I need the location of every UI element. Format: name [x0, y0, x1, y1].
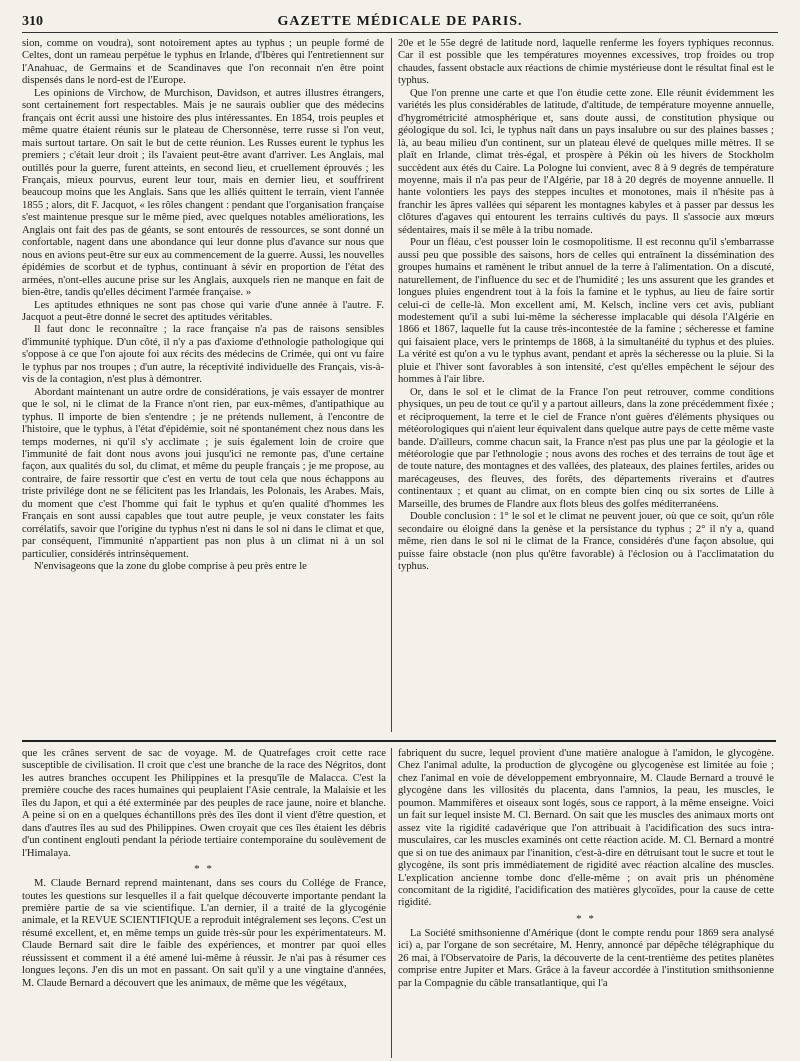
paragraph: Les aptitudes ethniques ne sont pas chose qui varie d'une année à l'autre. F. Jacquot a peut-être donné le secret des aptitudes véritables. [22, 299, 384, 323]
paragraph: Que l'on prenne une carte et que l'on étudie cette zone. Elle réunit évidemment les variétés les plus considérables de latitude, d'altitude, de température moyenne annuelle, d'hygrométricité atmosphérique et, sans doute aussi, de constitution physique ou géologique du sol. Ici, le typhus naît dans un pays insalubre ou sur des plaines basses ; là, au beau milieu d'un continent, sur un plateau élevé de quelques mille mètres. Il se plaît en Irlande, climat très-égal, et prospère à Pékin où les hivers de Stockholm succèdent aux étés du Caire. La Pologne lui convient, avec 8 à 9 degrés de température moyenne, mais il n'a pas peur de l'Algérie, par 18 à 20 degrés de moyenne annuelle. Il hante volontiers les pays des steppes incultes et monotones, mais il n'hésite pas à franchir les âpres vallées qui séparent les montagnes kabyles et à passer par dessus les clôtures d'agaves qui entourent les terrains cultivés du pays. Il s'associe aux mœurs sédentaires, mais il se mêle à la tribu nomade. [398, 87, 774, 236]
section-separator: * * [194, 863, 214, 876]
paragraph: Il faut donc le reconnaître ; la race française n'a pas de raisons sensibles d'immunité typhique. D'un côté, il n'y a pas d'axiome d'ethnologie pathologique qui s'oppose à ce que l'on ajoute foi aux récits des médecins de Crimée, qui ont vu faire le typhus par nos troupes ; d'un autre, la réceptivité individuelle des Français, vis-à-vis de la contagion, n'est plus à démontrer. [22, 324, 384, 386]
page-header [22, 14, 778, 33]
column-rule [391, 38, 392, 732]
section-separator: * * [576, 912, 596, 925]
paragraph: M. Claude Bernard reprend maintenant, dans ses cours du Collége de France, toutes les questions sur lesquelles il a fait quelque découverte importante pendant la première partie de sa vie scientifique. L'an dernier, il a traité de la glycogénie animale, et la REVUE SCIENTIFIQUE a reproduit intégralement ses leçons. C'est un résumé excellent, et, en même temps un guide très-sûr pour les expérimentateurs. M. Claude Bernard sait dire le faible des expériences, et montrer par quoi elles réussissent et comment il a été amené lui-même à réussir. Je n'ai pas à résumer ces longues leçons. J'en dis un mot en passant. On sait qu'il y a une vingtaine d'années, M. Claude Bernard a découvert que les animaux, de même que les végétaux, [22, 878, 386, 989]
section-divider [22, 740, 776, 742]
running-title: GAZETTE MÉDICALE DE PARIS. [277, 14, 523, 29]
page-number: 310 [22, 14, 43, 29]
bottom-left-column [22, 748, 386, 1058]
paragraph: fabriquent du sucre, lequel provient d'une matière analogue à l'amidon, le glycogène. Chez l'animal adulte, la production de glycogène ou glycogenèse est limitée au foie ; chez l'animal en voie de développement embryonnaire, M. Claude Bernard a trouvé le glycogène dans les villosités du placenta, dans l'amnios, la peau, les muscles, le poumon. Mammifères et oiseaux sont logés, sous ce rapport, à la même enseigne. Voici un fait sur lequel insiste M. Cl. Bernard. On sait que les muscles des animaux morts ont assez vite la rigidité cadavérique que l'on attribuait à l'acidification des sucs intra-musculaires, car les muscles examinés ont cette réaction acide. M. Cl. Bernard a montré que si on tue des animaux par l'inanition, c'est-à-dire en détruisant tout le sucre et tout le glycogène, ils sont pris immédiatement de rigidité avec réaction alcaline des muscles. L'explication ancienne tombe donc d'elle-même ; on avait pris un phénomène concomitant de la rigidité, l'acidification des matières glycoïdes, pour la cause de cette rigidité. [398, 748, 774, 909]
paragraph: Les opinions de Virchow, de Murchison, Davidson, et autres illustres étrangers, sont certainement fort respectables. Mais je ne saurais oublier que des médecins français ont écrit aussi une histoire des plus intéressantes. En 1854, trois peuples et même quatre étaient réunis sur le plateau de Chersonnèse, terre russe si l'on veut, mais surtout tartare. On sait le but de cette réunion. Les Russes eurent le typhus les premiers ; c'était leur droit ; ils l'avaient peut-être avant d'arriver. Les Anglais, mal outillés pour la guerre, furent atteints, en second lieu, et cruellement éprouvés ; les Français, mieux pourvus, eurent leur tour, mais en dernier lieu, et souffrirent beaucoup moins que les Anglais. Sans que les alliés quittent le terrain, vient l'année 1855 ; alors, dit F. Jacquot, « les rôles changent : pendant que l'organisation française s'est maintenue presque sur le même pied, avec quelques notables améliorations, les Anglais ont fait des pas de géants, se sont entourés de ressources, se sont donné un confortable, nagent dans une abondance qui leur donne plus d'avance sur nous que nous en avions peut-être sur eux au commencement de la guerre. Aussi, les nouvelles épidémies de scorbut et de typhus, continuant à sévir en proportion de l'état des armées, n'ont-elles aucune prise sur les Anglais, auxquels rien ne manque en fait de bien-être, tandis qu'elles déciment l'armée française. » [22, 87, 384, 299]
paragraph: La Société smithsonienne d'Amérique (dont le compte rendu pour 1869 sera analysé ici) a, par l'organe de son secrétaire, M. Henry, annoncé par dépêche télégraphique du 26 mai, à l'Observatoire de Paris, la découverte de la cent-trentième des petites planètes comprise entre Jupiter et Mars. Grâce à la faveur accordée à l'institution smithsonienne par la Compagnie du câble transatlantique, qui l'a [398, 927, 774, 989]
paragraph: N'envisageons que la zone du globe comprise à peu près entre le [34, 561, 307, 573]
paragraph: sion, comme on voudra), sont notoirement aptes au typhus ; un peuple formé de Celtes, dont un rameau perpétue le typhus en Irlande, d'Ibères qui l'entretiennent sur l'Anahuac, de Germains et de Scandinaves que l'on reconnait n'en être point dispensés dans le nord-est de l'Europe. [22, 38, 384, 87]
paragraph: Double conclusion : 1° le sol et le climat ne peuvent jouer, où que ce soit, qu'un rôle secondaire ou éloigné dans la genèse et la persistance du typhus ; 2° il n'y a, quand même, rien dans le sol ni le climat de la France, considérés d'une façon absolue, qui puisse faire obstacle (non plus qu'être favorable) à l'éclosion ou à l'acclimatation du typhus. [398, 511, 774, 573]
paragraph: 20e et le 55e degré de latitude nord, laquelle renferme les foyers typhiques reconnus. Car il est possible que les températures moyennes excessives, trop froides ou trop chaudes, fassent obstacle aux réactions de chimie mystérieuse dont le résultat final est le typhus. [398, 38, 774, 87]
paragraph: Abordant maintenant un autre ordre de considérations, je vais essayer de montrer que le sol, ni le climat de la France n'ont rien, par eux-mêmes, d'antipathique au typhus. Il importe de bien s'entendre ; je ne prétends nullement, à l'encontre de l'histoire, que le typhus, à l'état d'épidémie, soit né spontanément chez nous dans les temps modernes, ni qu'il s'y acclimate ; je suis également loin de croire que l'immunité de fait dont nous avons joui jusqu'ici ne remonte pas, d'une certaine façon, aux qualités du sol, du climat, et même du peuple français ; je me propose, au contraire, de faire ressortir que c'est en vertu de tout cela que nous échappons au triste privilége dont ne se félicitent pas les Irlandais, les Polonais, les Arabes. Mais, du moment que c'est l'homme qui fait le typhus et qu'en qualité d'hommes les Français en sont aussi capables que tout autre peuple, je veux constater les faits corrélatifs, savoir que l'origine du typhus n'est ni dans le sol ni dans le climat et que, par conséquent, l'immunité n'appartient pas non plus à un climat ni à un sol particulier, considérés intrinsèquement. [22, 386, 384, 560]
top-left-column [22, 38, 384, 732]
paragraph: Pour un fléau, c'est pousser loin le cosmopolitisme. Il est reconnu qu'il s'embarrasse aussi peu que possible des saisons, hors de celles qui entraînent la dissémination des groupes humains et ramènent le tribut annuel de la terre à l'alimentation. On a discuté, naturellement, de l'influence du sec et de l'humidité ; les uns assurent que les grandes et longues pluies engendrent tout à la fois la famine et le typhus, au lieu de faire sortir celui-ci de celle-là. Mon excellent ami, M. Kelsch, incline vers cet avis, publiant modestement qu'il a subi lui-même la sécheresse implacable qui désola l'Algérie en 1866 et 1867, laquelle fut la cause très-incontestée de la famine ; sécheresse et famine qui faisaient place, vers le printemps de 1868, à la simultanéité du typhus et des pluies. La vérité est qu'on a vu le typhus avant, pendant et après la sécheresse ou la pluie. Si la pluie et l'hiver sont favorables à son intensité, c'est qu'elles empêchent le séjour des hommes à l'air libre. [398, 237, 774, 386]
paragraph: Or, dans le sol et le climat de la France l'on peut retrouver, comme conditions physiques, un peu de tout ce qu'il y a partout ailleurs, dans la zone précédemment fixée ; et réciproquement, la terre et le ciel de France n'ont guères d'éléments physiques ou météorologiques qui n'aient leur équivalent dans quelque autre pays de cette même vaste bande. D'ailleurs, comme chacun sait, la France n'est pas plus une par la géologie et la météorologie que par l'ethnologie ; nous avons des roches et des terrains de tout âge et de toute nature, des montagnes et des vallées, des plateaux, des plaines fertiles, arides ou marécageuses, des fleuves, des forêts, des départements riverains et d'autres continentaux ; et quant au climat, on en compte bien cinq ou six sortes de Lille à Marseille, des brumes de Flandre aux flots bleus des golfes méditerranéens. [398, 386, 774, 510]
bottom-right-column [398, 748, 774, 1058]
top-right-column [398, 38, 774, 732]
paragraph: que les crânes servent de sac de voyage. M. de Quatrefages croit cette race susceptible de civilisation. Il croit que c'est une branche de la race des Négritos, dont les autres branches occupent les Philippines et la presqu'île de Malacca. C'est la première couche des races humaines qui peuplaient l'Asie centrale, la Malaisie et les îles du Japon, et qui a été exterminée par des peuples de race jaune, noire et blanche. A peine si on en a quelques échantillons près des îles dont il vient d'être question, et dans d'autres îles au sud des Philippines. Owen croyait que ces îles étaient les débris d'un continent englouti pendant la période tertiaire contemporaine du soulèvement de l'Himalaya. [22, 748, 386, 859]
column-rule [391, 748, 392, 1058]
